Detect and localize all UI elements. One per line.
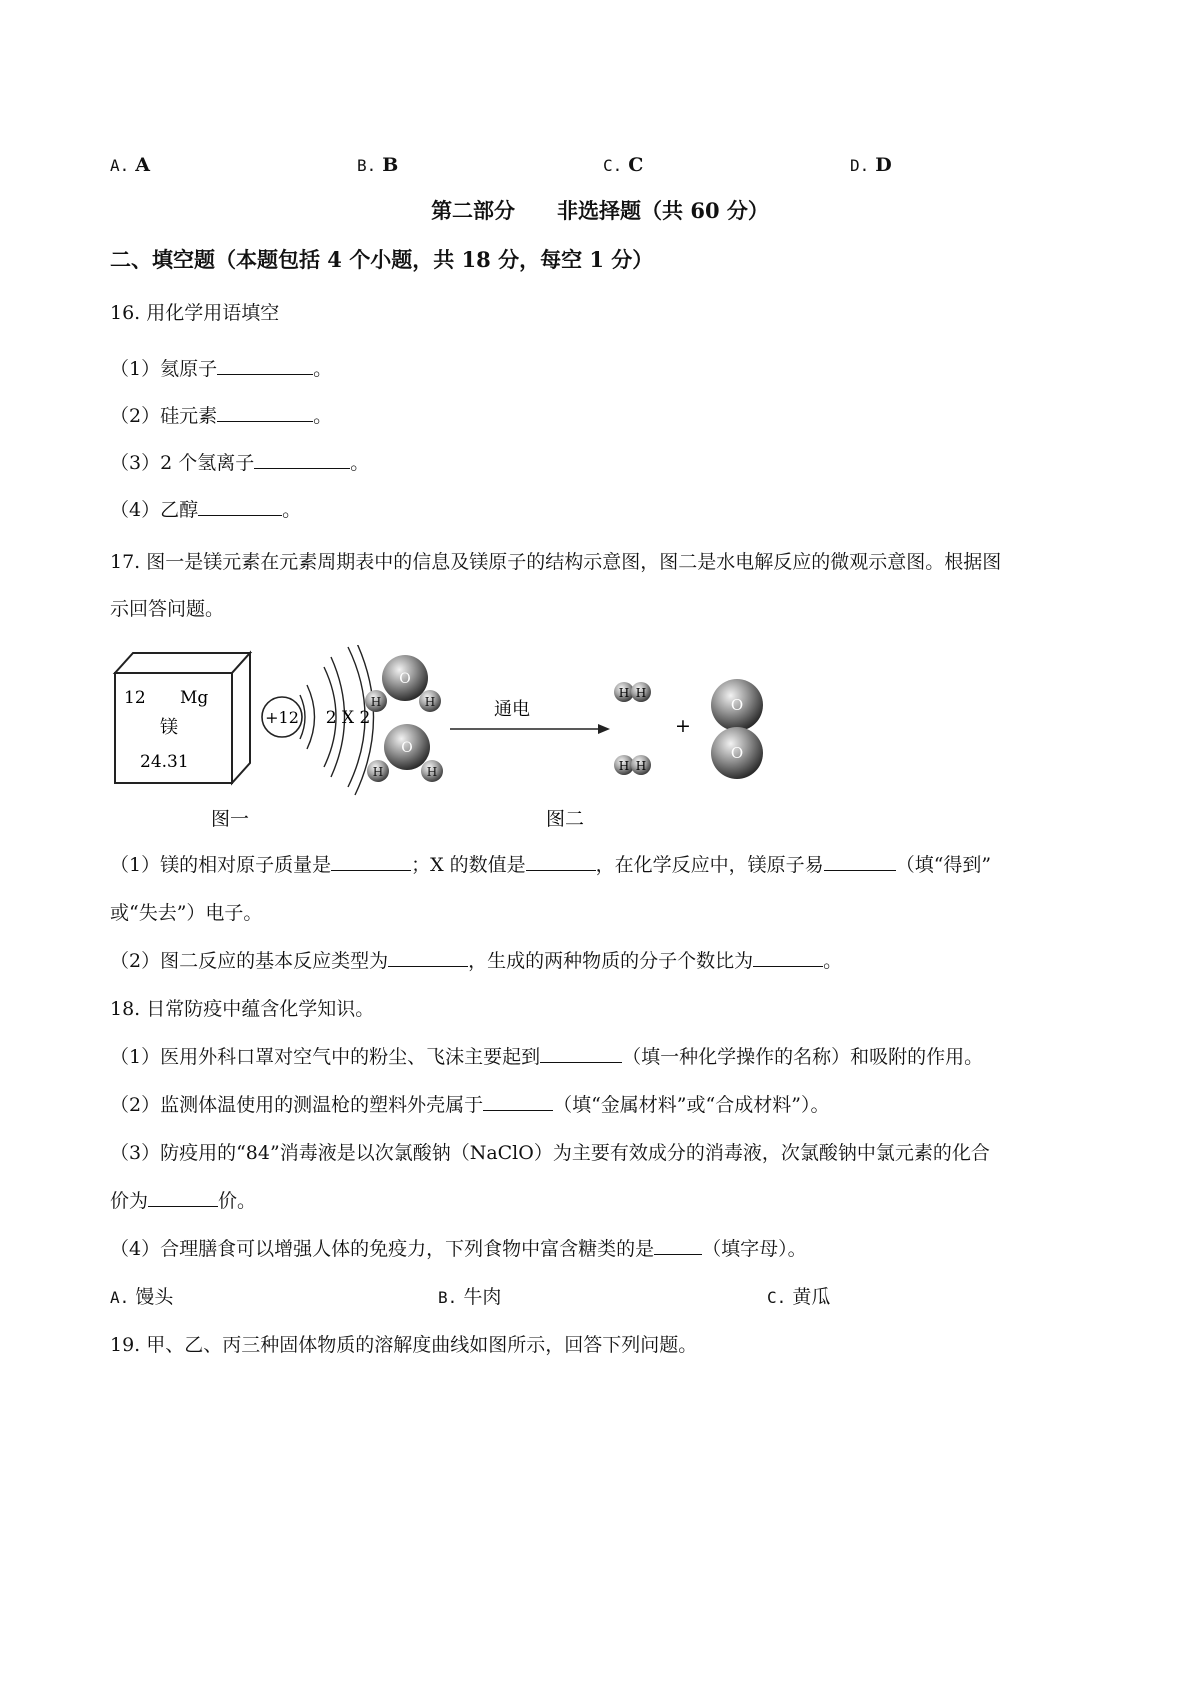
part-title: 第二部分 非选择题（共 60 分） [431, 198, 769, 223]
q17-item-2: （2）图二反应的基本反应类型为 ，生成的两种物质的分子个数比为 。 [110, 950, 843, 972]
nucleus-charge: +12 [265, 708, 299, 727]
svg-text:O: O [401, 740, 413, 756]
q16-item-2: （2）硅元素 。 [110, 405, 333, 427]
hydrogen-molecule-2 [614, 755, 651, 775]
q16-stem: 16. 用化学用语填空 [110, 302, 280, 324]
q17-item-1: （1）镁的相对原子质量是 ；X 的数值是 ，在化学反应中，镁原子易 （填“得到” [110, 854, 992, 876]
prev-option-c: C. C [603, 154, 644, 176]
prev-option-a: A. A [110, 154, 151, 176]
q16-item-1: （1）氦原子 。 [110, 358, 333, 380]
q17-stem-line1: 17. 图一是镁元素在元素周期表中的信息及镁原子的结构示意图，图二是水电解反应的微观示意图。根据图 [110, 551, 1002, 573]
q16-item-4: （4）乙醇 。 [110, 499, 302, 521]
oxygen-molecule [711, 679, 763, 779]
q17-item-1-cont: 或“失去”）电子。 [110, 902, 263, 924]
prev-option-b: B. B [357, 154, 399, 176]
periodic-table-cell [115, 653, 250, 783]
q18-item-4: （4）合理膳食可以增强人体的免疫力，下列食物中富含糖类的是 （填字母）。 [110, 1238, 807, 1260]
element-name: 镁 [160, 717, 178, 738]
svg-text:O: O [399, 671, 411, 687]
svg-text:H: H [372, 765, 384, 779]
svg-text:H: H [370, 695, 382, 709]
q17-figure [110, 645, 790, 830]
figure-caption-1: 图一 [210, 808, 250, 830]
prev-option-d: D. D [850, 154, 892, 176]
reaction-arrow [450, 699, 610, 734]
atom-structure-diagram [262, 645, 374, 795]
atomic-number: 12 [124, 688, 146, 708]
q18-option-a: A. 馒头 [110, 1286, 174, 1308]
svg-text:H: H [426, 765, 438, 779]
q18-item-2: （2）监测体温使用的测温枪的塑料外壳属于 （填“金属材料”或“合成材料”）。 [110, 1094, 830, 1116]
svg-text:H: H [618, 759, 630, 773]
svg-text:O: O [730, 696, 744, 714]
hydrogen-molecule-1 [614, 682, 651, 702]
atomic-mass: 24.31 [140, 752, 189, 772]
figure-caption-2: 图二 [545, 808, 585, 830]
q19-stem: 19. 甲、乙、丙三种固体物质的溶解度曲线如图所示，回答下列问题。 [110, 1334, 698, 1356]
q18-item-1: （1）医用外科口罩对空气中的粉尘、飞沫主要起到 （填一种化学操作的名称）和吸附的作用。 [110, 1046, 984, 1068]
q18-item-3-line2: 价为 价。 [110, 1190, 257, 1212]
section-title: 二、填空题（本题包括 4 个小题，共 18 分，每空 1 分） [110, 247, 654, 272]
electron-shells: 2 X 2 [325, 708, 371, 728]
q18-stem: 18. 日常防疫中蕴含化学知识。 [110, 998, 375, 1020]
water-molecule-2 [367, 724, 443, 782]
q17-stem-line2: 示回答问题。 [110, 598, 225, 620]
svg-text:H: H [424, 695, 436, 709]
svg-text:H: H [618, 686, 630, 700]
svg-text:H: H [635, 759, 647, 773]
water-molecule-1 [365, 655, 441, 712]
svg-text:H: H [635, 686, 647, 700]
svg-text:O: O [730, 744, 744, 762]
q18-item-3-line1: （3）防疫用的“84”消毒液是以次氯酸钠（NaClO）为主要有效成分的消毒液，次氯酸钠中氯元素的化合 [110, 1142, 990, 1164]
q18-option-b: B. 牛肉 [438, 1286, 502, 1308]
element-symbol: Mg [180, 688, 209, 708]
q18-option-c: C. 黄瓜 [767, 1286, 831, 1308]
q16-item-3: （3）2 个氢离子 。 [110, 452, 370, 474]
arrow-label: 通电 [494, 699, 530, 720]
plus-sign: + [675, 715, 691, 737]
